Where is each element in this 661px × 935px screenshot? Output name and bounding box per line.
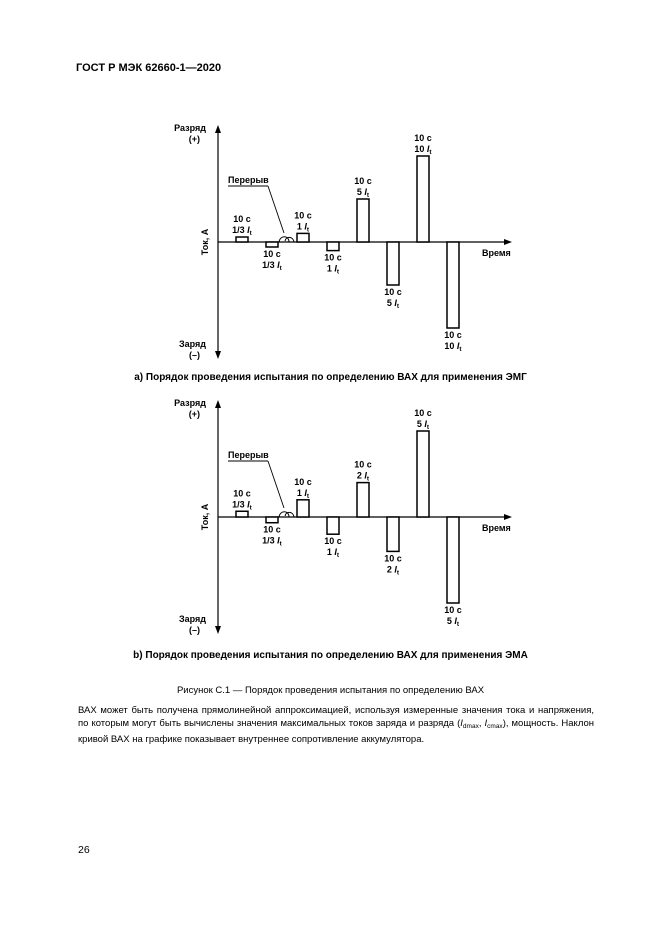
y-bottom-sign: (–)	[189, 350, 200, 360]
pulse-bar-4	[327, 517, 339, 534]
pulse-current-3: 1 $I_t$	[296, 221, 310, 234]
x-axis-arrow	[504, 514, 512, 520]
pulse-bar-1	[236, 511, 248, 517]
pulse-duration-5: 10 с	[354, 176, 372, 186]
pulse-current-8: 10 $I_t$	[444, 341, 462, 353]
pulse-bar-4	[327, 242, 339, 251]
y-axis-arrow-down	[215, 351, 221, 359]
y-top-label: Разряд	[174, 123, 206, 133]
pause-label: Перерыв	[228, 450, 269, 460]
pulse-duration-4: 10 с	[324, 252, 342, 263]
x-axis-title: Время	[482, 523, 511, 533]
chart-a-svg	[0, 110, 661, 370]
pause-leader	[268, 461, 284, 508]
chart-b	[0, 385, 661, 645]
pulse-current-4: 1 $I_t$	[326, 547, 340, 560]
pulse-duration-2: 10 с	[263, 524, 281, 535]
chart-b-svg	[0, 385, 661, 645]
y-bottom-label: Заряд	[179, 339, 206, 349]
y-axis-title: Ток, А	[200, 228, 210, 256]
pulse-duration-2: 10 с	[263, 249, 281, 259]
chart-b-caption: b) Порядок проведения испытания по определению ВАХ для применения ЭМА	[133, 650, 528, 661]
pulse-bar-8	[447, 242, 459, 328]
y-bottom-sign: (–)	[189, 625, 200, 635]
pulse-duration-4: 10 с	[324, 536, 342, 547]
y-axis-title: Ток, А	[200, 503, 210, 531]
pulse-current-8: 5 $I_t$	[446, 616, 460, 628]
chart-a-caption: а) Порядок проведения испытания по определению ВАХ для применения ЭМГ	[134, 372, 527, 383]
body-paragraph	[78, 704, 594, 746]
pulse-bar-7	[417, 431, 429, 517]
pulse-duration-3: 10 с	[294, 476, 312, 487]
y-top-label: Разряд	[174, 398, 206, 408]
pulse-duration-7: 10 с	[414, 408, 432, 418]
pulse-current-5: 5 $I_t$	[356, 187, 370, 199]
pulse-current-7: 10 $I_t$	[414, 144, 432, 156]
paragraph-part1: ВАХ может быть получена прямолинейной аппроксимацией, используя измеренные значения тока и напряжения, по которым могут быть вычислены значения максимальных токов заряда и разряда (	[78, 705, 594, 729]
paragraph-part2: ), мощность. Наклон кривой ВАХ на графике показывает внутреннее сопротивление аккумулятора.	[78, 718, 594, 745]
pulse-current-5: 2 $I_t$	[356, 470, 370, 483]
pulse-current-2: 1/3 $I_t$	[262, 260, 282, 272]
pulse-bar-6	[387, 242, 399, 285]
pulse-duration-1: 10 с	[233, 214, 251, 224]
pulse-bar-5	[357, 483, 369, 517]
standard-header: ГОСТ Р МЭК 62660-1—2020	[76, 62, 222, 74]
paragraph-i2: I	[484, 718, 488, 729]
y-top-sign: (+)	[188, 409, 200, 419]
pulse-duration-1: 10 с	[233, 488, 251, 499]
pulse-current-4: 1 $I_t$	[326, 263, 340, 276]
pulse-duration-8: 10 с	[444, 330, 462, 340]
paragraph-sub1: dmax	[462, 723, 479, 730]
x-axis-arrow	[504, 239, 512, 245]
pulse-duration-6: 10 с	[384, 287, 402, 297]
pulse-current-1: 1/3 $I_t$	[232, 225, 252, 237]
pulse-bar-5	[357, 199, 369, 242]
pause-label: Перерыв	[228, 175, 269, 185]
pulse-bar-7	[417, 156, 429, 242]
pulse-bar-2	[266, 517, 278, 523]
pulse-bar-6	[387, 517, 399, 551]
y-axis-arrow-up	[215, 400, 221, 408]
chart-a	[0, 110, 661, 370]
figure-caption: Рисунок С.1 — Порядок проведения испытания по определению ВАХ	[176, 685, 485, 696]
y-axis-arrow-down	[215, 626, 221, 634]
x-axis-title: Время	[482, 248, 511, 258]
pulse-duration-5: 10 с	[354, 459, 372, 470]
pulse-duration-8: 10 с	[444, 605, 462, 615]
pulse-current-6: 2 $I_t$	[386, 564, 400, 577]
pulse-current-1: 1/3 $I_t$	[232, 499, 252, 512]
paragraph-sub2: cmax	[487, 723, 503, 730]
pulse-bar-3	[297, 233, 309, 242]
pulse-bar-8	[447, 517, 459, 603]
pulse-current-3: 1 $I_t$	[296, 487, 310, 500]
pulse-bar-3	[297, 500, 309, 517]
pause-bump	[279, 512, 294, 517]
paragraph-sep: ,	[478, 718, 485, 729]
pulse-bar-2	[266, 242, 278, 247]
pause-bump	[279, 237, 294, 242]
pulse-duration-6: 10 с	[384, 553, 402, 564]
y-bottom-label: Заряд	[179, 614, 206, 624]
y-top-sign: (+)	[188, 134, 200, 144]
pulse-duration-7: 10 с	[414, 133, 432, 143]
pulse-current-6: 5 $I_t$	[386, 298, 400, 310]
page-number: 26	[78, 844, 90, 856]
y-axis-arrow-up	[215, 125, 221, 133]
pulse-bar-1	[236, 237, 248, 242]
pulse-current-2: 1/3 $I_t$	[262, 535, 282, 548]
pause-leader	[268, 186, 284, 233]
paragraph-i1: I	[460, 718, 463, 729]
pulse-duration-3: 10 с	[294, 210, 312, 221]
pulse-current-7: 5 $I_t$	[416, 419, 430, 431]
